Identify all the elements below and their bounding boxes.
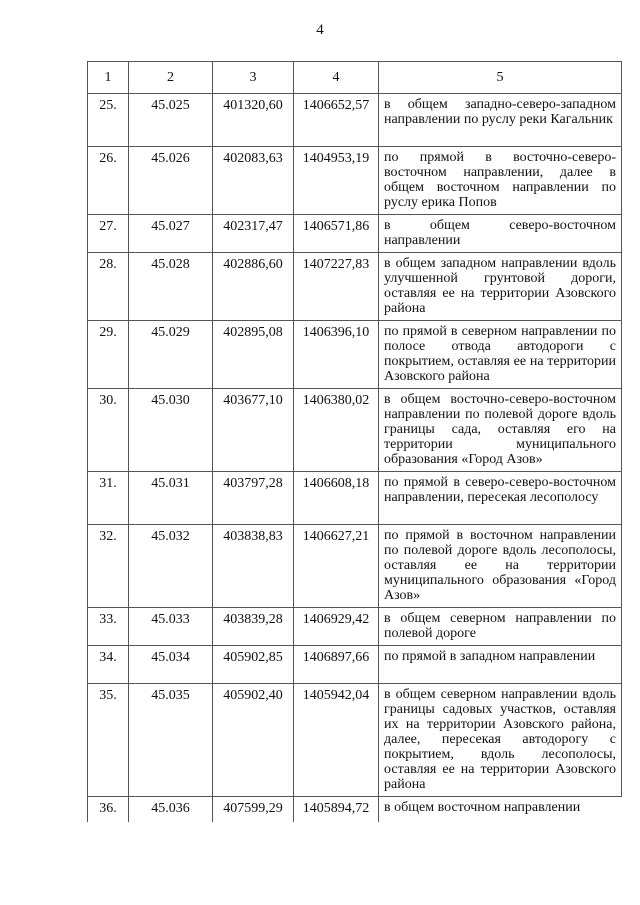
coordinate-x: 401320,60 [213,94,294,147]
coordinate-x: 402886,60 [213,253,294,321]
column-header-x: 3 [213,62,294,94]
coordinate-y: 1406571,86 [294,215,379,253]
row-number: 26. [88,147,129,215]
coordinate-y: 1406652,57 [294,94,379,147]
point-id: 45.027 [129,215,213,253]
coordinate-x: 403677,10 [213,389,294,472]
boundary-description: в общем северном направлении вдоль границы садовых участков, оставляя их на территории Азовского района, далее, пересекая автодорогу с покрытием, вдоль лесополосы, оставляя ее на территории Азовского района [379,684,622,797]
boundary-description: в общем восточно-северо-восточном направлении по полевой дороге вдоль границы сада, оставляя его на территории муниципального образования «Город Азов» [379,389,622,472]
table-row [88,215,622,253]
row-number: 36. [88,797,129,822]
coordinate-x: 403838,83 [213,525,294,608]
row-number: 25. [88,94,129,147]
coordinate-x: 403839,28 [213,608,294,646]
row-number: 32. [88,525,129,608]
point-id: 45.036 [129,797,213,822]
point-id: 45.026 [129,147,213,215]
boundary-description: в общем северо-восточном направлении [379,215,622,253]
coordinate-y: 1405942,04 [294,684,379,797]
point-id: 45.029 [129,321,213,389]
row-number: 31. [88,472,129,525]
point-id: 45.030 [129,389,213,472]
boundary-description: в общем восточном направлении [379,797,622,822]
boundary-description: по прямой в северном направлении по полосе отвода автодороги с покрытием, оставляя ее на территории Азовского района [379,321,622,389]
coordinate-x: 403797,28 [213,472,294,525]
column-header-description: 5 [379,62,622,94]
point-id: 45.035 [129,684,213,797]
table-row [88,147,622,215]
coordinate-y: 1406608,18 [294,472,379,525]
coordinate-y: 1406396,10 [294,321,379,389]
coordinate-y: 1406897,66 [294,646,379,684]
column-header-y: 4 [294,62,379,94]
point-id: 45.032 [129,525,213,608]
coordinate-y: 1404953,19 [294,147,379,215]
table-row [88,321,622,389]
coordinate-x: 402083,63 [213,147,294,215]
table-row [88,472,622,525]
coordinate-y: 1406627,21 [294,525,379,608]
boundary-description: по прямой в восточно-северо-восточном направлении, далее в общем восточном направлении по руслу ерика Попов [379,147,622,215]
point-id: 45.025 [129,94,213,147]
boundary-description: по прямой в западном направлении [379,646,622,684]
row-number: 28. [88,253,129,321]
row-number: 34. [88,646,129,684]
coordinate-x: 402317,47 [213,215,294,253]
row-number: 33. [88,608,129,646]
boundary-description: в общем северном направлении по полевой дороге [379,608,622,646]
row-number: 27. [88,215,129,253]
coordinate-x: 405902,40 [213,684,294,797]
point-id: 45.031 [129,472,213,525]
table-row [88,608,622,646]
coordinate-y: 1406380,02 [294,389,379,472]
table-row [88,525,622,608]
row-number: 30. [88,389,129,472]
coordinate-y: 1406929,42 [294,608,379,646]
coordinate-y: 1405894,72 [294,797,379,822]
page-number: 4 [316,22,324,38]
table-row [88,94,622,147]
point-id: 45.028 [129,253,213,321]
row-number: 29. [88,321,129,389]
column-header-point: 2 [129,62,213,94]
table-header-row [88,62,622,94]
table-row [88,253,622,321]
coordinate-x: 407599,29 [213,797,294,822]
table-row [88,797,622,822]
boundary-description: в общем западно-северо-западном направлении по руслу реки Кагальник [379,94,622,147]
boundary-description: по прямой в восточном направлении по полевой дороге вдоль лесополосы, оставляя ее на территории муниципального образования «Город Азов» [379,525,622,608]
point-id: 45.034 [129,646,213,684]
coordinate-y: 1407227,83 [294,253,379,321]
point-id: 45.033 [129,608,213,646]
boundary-description: по прямой в северо-северо-восточном направлении, пересекая лесополосу [379,472,622,525]
boundary-description: в общем западном направлении вдоль улучшенной грунтовой дороги, оставляя ее на территории Азовского района [379,253,622,321]
column-header-number: 1 [88,62,129,94]
coordinate-x: 405902,85 [213,646,294,684]
table-row [88,684,622,797]
row-number: 35. [88,684,129,797]
table-row [88,646,622,684]
boundary-points-table [87,61,622,822]
table-row [88,389,622,472]
coordinate-x: 402895,08 [213,321,294,389]
